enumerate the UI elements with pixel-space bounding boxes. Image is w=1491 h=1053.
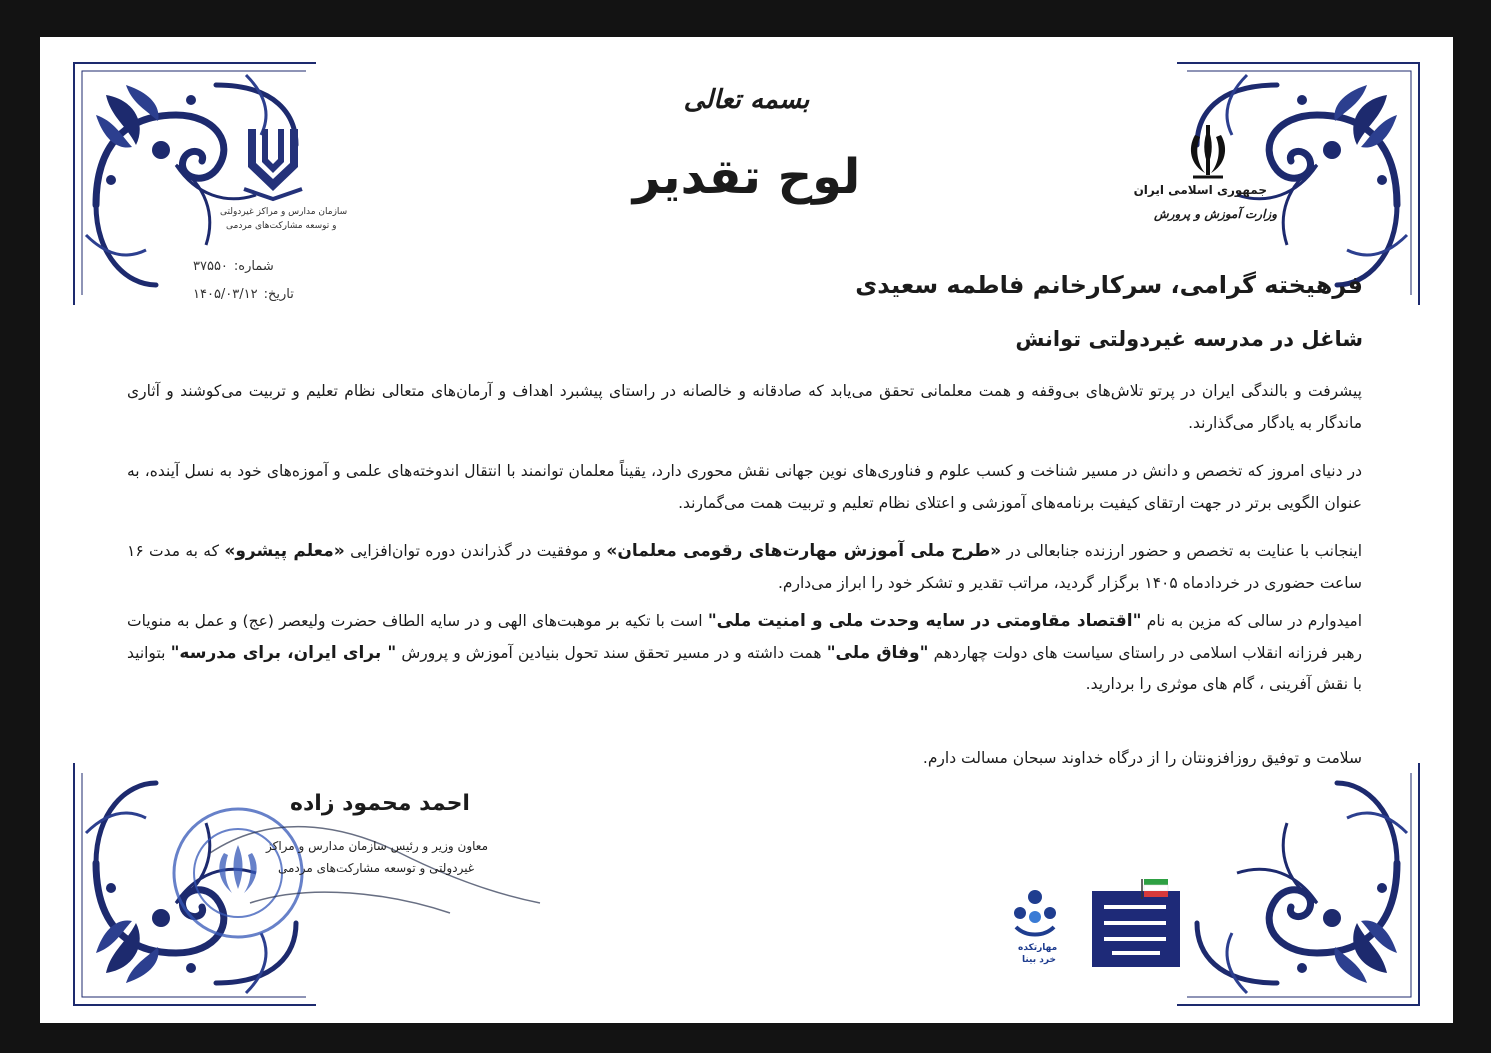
signer-name: احمد محمود زاده (290, 791, 470, 816)
school-slogan: " برای ایران، برای مدرسه" (170, 642, 397, 663)
bismillah-heading: بسمه تعالی (683, 85, 810, 115)
reference-number-label: شماره: (233, 259, 274, 274)
maharatkadeh-caption-2: خرد بینا (1022, 955, 1056, 965)
maharatkadeh-logo-icon (1010, 885, 1060, 941)
signer-title-line1: معاون وزیر و رئیس سازمان مدارس و مراکز (266, 839, 488, 853)
organization-caption-line1: سازمان مدارس و مراکز غیردولتی (220, 207, 348, 217)
p4-text-b: است با تکیه بر موهبت‌های الهی و در سایه الطاف حضرت ولیعصر (عج) و عمل به منویات رهبر فرزانه انقلاب اسلامی در راستای سیاست های دولت چهاردهم (127, 612, 1362, 662)
government-slogan: "وفاق ملی" (826, 642, 929, 663)
corner-ornament-bottom-right (1167, 753, 1427, 1013)
certificate-title: لوح تقدیر (632, 149, 861, 205)
year-slogan: "اقتصاد مقاومتی در سایه وحدت ملی و امنیت ملی" (707, 611, 1142, 631)
emblem-caption-republic: جمهوری اسلامی ایران (1133, 183, 1267, 197)
issue-date (190, 287, 297, 302)
ict-ministry-logo-icon (1090, 877, 1182, 969)
body-paragraph-4 (127, 606, 1362, 701)
body-paragraph-2: در دنیای امروز که تخصص و دانش در مسیر شناخت و کسب علوم و فناوری‌های نوین جهانی نقش محوری دارد، یقیناً معلمان توانمند با انتقال اندوخته‌های علمی و آموزه‌های خود به نسل آینده، به عنوان الگویی برتر در جهت ارتقای کیفیت برنامه‌های آموزشی و اعتلای نظام تعلیم و تربیت همت می‌گمارند. (127, 462, 1362, 512)
recipient-greeting: فرهیخته گرامی، سرکارخانم فاطمه سعیدی (855, 271, 1363, 299)
p3-text-a: اینجانب با عنایت به تخصص و حضور ارزنده جنابعالی در (1006, 542, 1363, 560)
p3-text-b: و موفقیت در گذراندن دوره توان‌افزایی (350, 542, 602, 560)
p4-text-c: همت داشته و در مسیر تحقق سند تحول بنیادین آموزش و پرورش (401, 643, 822, 662)
iran-emblem-icon (1183, 123, 1233, 183)
organization-logo-icon (240, 123, 306, 203)
p4-text-a: امیدوارم در سالی که مزین به نام (1146, 612, 1363, 630)
signer-title-line2: غیردولتی و توسعه مشارکت‌های مردمی (278, 861, 475, 875)
reference-number (190, 259, 277, 274)
recipient-workplace: شاغل در مدرسه غیردولتی توانش (1015, 327, 1363, 351)
course-name: «معلم پیشرو» (224, 541, 345, 561)
p3-text-c: که به مدت ۱۶ ساعت حضوری در خردادماه ۱۴۰۵ برگزار گردید، مراتب تقدیر و تشکر خود را ابراز می‌دارم. (127, 542, 1362, 592)
issue-date-label: تاریخ: (263, 287, 294, 302)
issue-date-value: ۱۴۰۵/۰۳/۱۲ (193, 287, 258, 302)
closing-line: سلامت و توفیق روزافزونتان را از درگاه خداوند سبحان مسالت دارم. (922, 749, 1362, 767)
body-paragraph-1: پیشرفت و بالندگی ایران در پرتو تلاش‌های بی‌وقفه و همت معلمانی تحقق می‌یابد که صادقانه و خالصانه در راستای پیشبرد اهداف و آرمان‌های متعالی نظام تعلیم و تربیت می‌کوشند و آثاری ماندگار به یادگار می‌گذارند. (127, 382, 1362, 432)
program-name: «طرح ملی آموزش مهارت‌های رقومی معلمان» (606, 541, 1002, 561)
body-paragraph-3 (127, 536, 1362, 599)
emblem-caption-ministry: وزارت آموزش و پرورش (1154, 207, 1277, 221)
organization-caption-line2: و توسعه مشارکت‌های مردمی (226, 221, 337, 231)
certificate-sheet (40, 37, 1453, 1023)
reference-number-value: ۳۷۵۵۰ (193, 259, 228, 274)
p4-text-d: بتوانید با نقش آفرینی ، گام های موثری را بردارید. (127, 643, 1362, 693)
maharatkadeh-caption-1: مهارتکده (1018, 943, 1058, 953)
